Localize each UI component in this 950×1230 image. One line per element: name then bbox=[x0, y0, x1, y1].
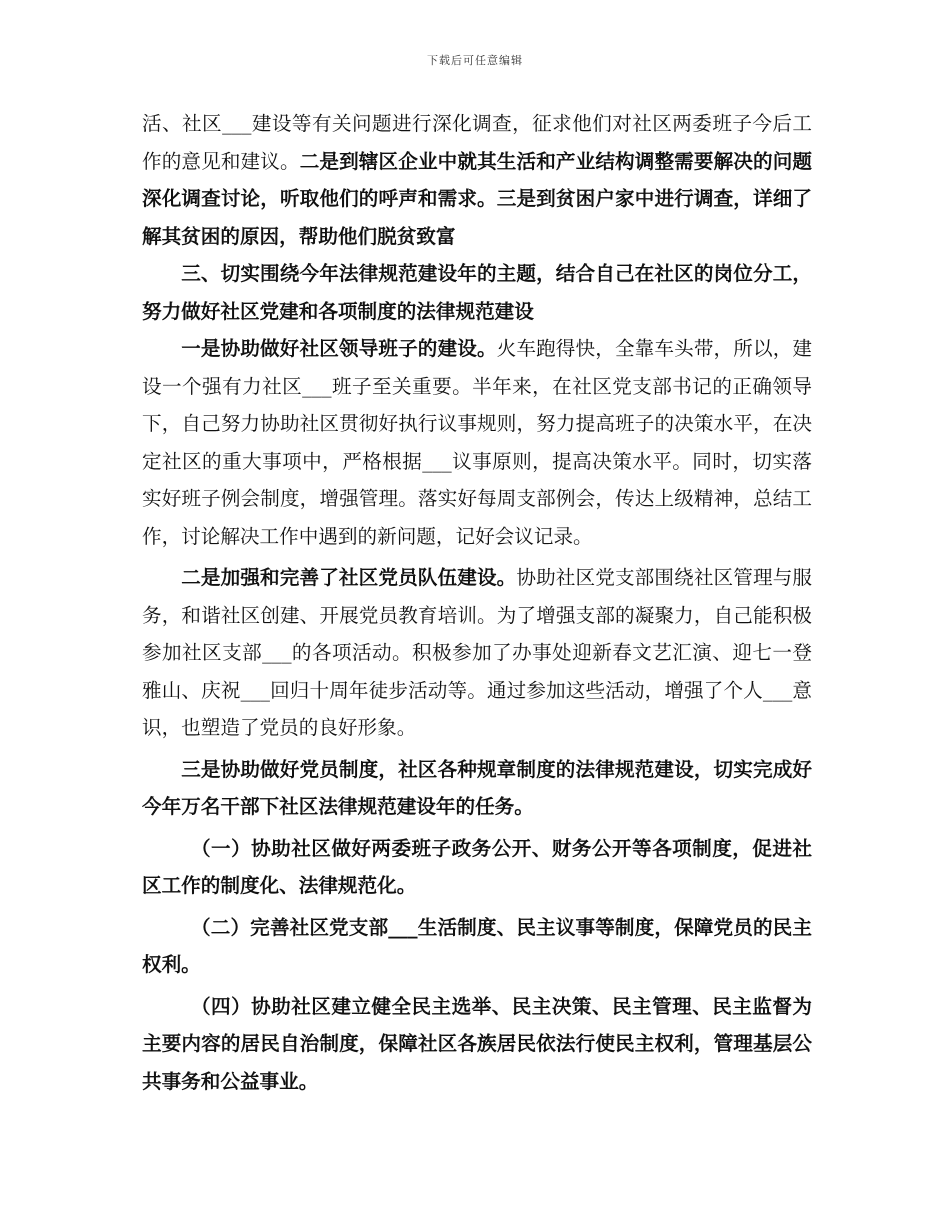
section-3-heading-text: 三、切实围绕今年法律规范建设年的主题，结合自己在社区的岗位分工，努力做好社区党建和各项制度的法律规范建设 bbox=[142, 262, 812, 323]
paragraph-1-bold-text: 二是到辖区企业中就其生活和产业结构调整需要解决的问题深化调查讨论，听取他们的呼声和需求。三是到贫困户家中进行调查，详细了解其贫困的原因，帮助他们脱贫致富 bbox=[142, 149, 813, 248]
paragraph-party-members-lead: 二是加强和完善了社区党员队伍建设。 bbox=[181, 566, 517, 589]
item-4 bbox=[142, 988, 812, 1101]
paragraph-1 bbox=[142, 105, 812, 255]
paragraph-party-members bbox=[142, 559, 812, 747]
item-2 bbox=[142, 909, 812, 984]
item-4-text: （四）协助社区建立健全民主选举、民主决策、民主管理、民主监督为主要内容的居民自治制度，保障社区各族居民依法行使民主权利，管理基层公共事务和公益事业。 bbox=[142, 994, 812, 1093]
paragraph-regulations-text: 三是协助做好党员制度，社区各种规章制度的法律规范建设，切实完成好今年万名干部下社区法律规范建设年的任务。 bbox=[142, 757, 812, 818]
paragraph-1-text: 活、社区___建设等有关问题进行深化调查，征求他们对社区两委班子今后工作的意见和建议。 bbox=[142, 112, 812, 173]
page-header: 下载后可任意编辑 bbox=[427, 54, 523, 67]
paragraph-leadership bbox=[142, 330, 812, 555]
item-2-text: （二）完善社区党支部___生活制度、民主议事等制度，保障党员的民主权利。 bbox=[142, 915, 812, 976]
item-1-text: （一）协助社区做好两委班子政务公开、财务公开等各项制度，促进社区工作的制度化、法律规范化。 bbox=[142, 836, 812, 897]
document-body bbox=[142, 105, 812, 1100]
section-3-heading bbox=[142, 255, 812, 330]
paragraph-party-members-text: 协助社区党支部围绕社区管理与服务，和谐社区创建、开展党员教育培训。为了增强支部的凝聚力，自己能积极参加社区支部___的各项活动。积极参加了办事处迎新春文艺汇演、迎七一登雅山、庆祝___回归十周年徒步活动等。通过参加这些活动，增强了个人___意识，也塑造了党员的良好形象。 bbox=[142, 566, 813, 739]
paragraph-leadership-text: 火车跑得快，全靠车头带，所以，建设一个强有力社区___班子至关重要。半年来，在社区党支部书记的正确领导下，自己努力协助社区贯彻好执行议事规则，努力提高班子的决策水平，在决定社区的重大事项中，严格根据___议事原则，提高决策水平。同时，切实落实好班子例会制度，增强管理。落实好每周支部例会，传达上级精神，总结工作，讨论解决工作中遇到的新问题，记好会议记录。 bbox=[142, 337, 813, 548]
paragraph-leadership-lead: 一是协助做好社区领导班子的建设。 bbox=[181, 337, 497, 360]
paragraph-regulations bbox=[142, 751, 812, 826]
item-1 bbox=[142, 830, 812, 905]
